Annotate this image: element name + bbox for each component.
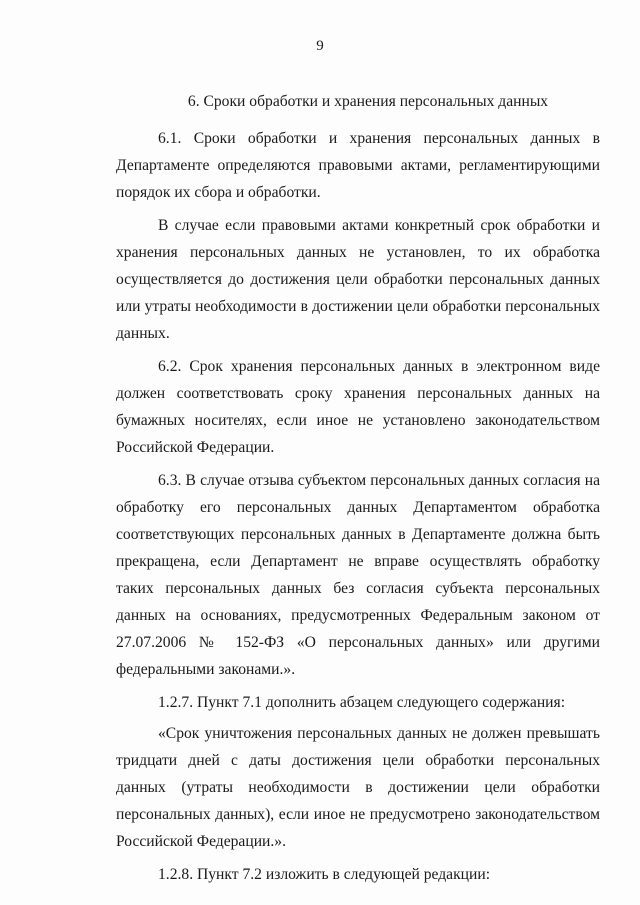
paragraph-1-2-8: 1.2.8. Пункт 7.2 изложить в следующей редакции: — [158, 866, 491, 883]
paragraph-6-1: 6.1. Сроки обработки и хранения персональных данных в Департаменте определяются правовыми актами, регламентирующими порядок их сбора и обработки. — [116, 130, 600, 201]
paragraph-storage-term-not-set: В случае если правовыми актами конкретный срок обработки и хранения персональных данных не установлен, то их обработка осуществляется до достижения цели обработки персональных данных или утраты необходимости в достижении цели обработки персональных данных. — [116, 217, 600, 342]
paragraph-destruction-term: «Срок уничтожения персональных данных не должен превышать тридцати дней с даты достижения цели обработки персональных данных (утраты необходимости в достижении цели обработки персональных данных), если иное не предусмотрено законодательством Российской Федерации.». — [116, 725, 600, 850]
section-heading: 6. Сроки обработки и хранения персональных данных — [187, 93, 549, 110]
page-number: 9 — [316, 38, 324, 54]
paragraph-6-2: 6.2. Срок хранения персональных данных в электронном виде должен соответствовать сроку хранения персональных данных на бумажных носителях, если иное не установлено законодательством Российской Федерации. — [116, 358, 600, 456]
paragraph-1-2-7: 1.2.7. Пункт 7.1 дополнить абзацем следующего содержания: — [158, 694, 566, 711]
document-body — [116, 88, 600, 894]
paragraph-6-3: 6.3. В случае отзыва субъектом персональных данных согласия на обработку его персональных данных Департаментом обработка соответствующих персональных данных в Департаменте должна быть прекращена, если Департамент не вправе осуществлять обработку таких персональных данных без согласия субъекта персональных данных на основаниях, предусмотренных Федеральным законом от 27.07.2006 № 152-ФЗ «О персональных данных» или другими федеральными законами.». — [116, 472, 600, 678]
